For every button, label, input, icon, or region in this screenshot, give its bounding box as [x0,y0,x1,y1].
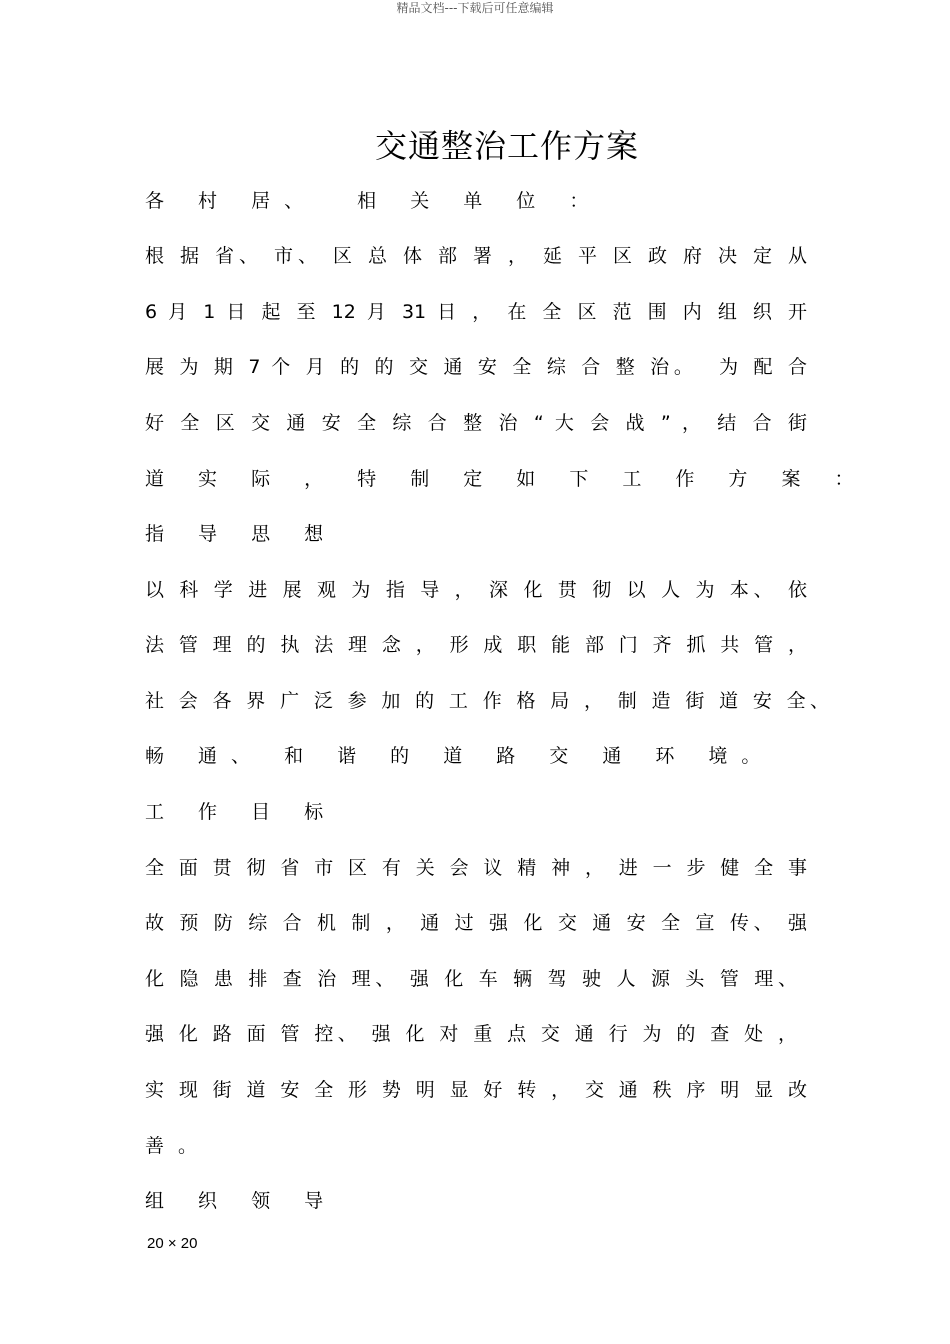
paragraph-line: 以 科 学 进 展 观 为 指 导 ， 深 化 贯 彻 以 人 为 本、 依 [145,579,807,601]
paragraph-line: 社 会 各 界 广 泛 参 加 的 工 作 格 局 ， 制 造 街 道 安 全、 [145,690,829,712]
paragraph-line: 善。 [145,1135,212,1157]
paragraph-line: 根 据 省、 市、 区 总 体 部 署 ， 延 平 区 政 府 决 定 从 [145,245,807,267]
salutation-line: 各 村 居、 相 关 单 位 ： [145,190,603,212]
document-title: 交通整治工作方案 [375,127,640,165]
section-heading: 组 织 领 导 [145,1190,338,1212]
section-heading: 指 导 思 想 [145,523,338,545]
paragraph-line: 强 化 路 面 管 控、 强 化 对 重 点 交 通 行 为 的 查 处 ， [145,1023,797,1045]
paragraph-line: 化 隐 患 排 查 治 理、 强 化 车 辆 驾 驶 人 源 头 管 理、 [145,968,797,990]
paragraph-line: 法 管 理 的 执 法 理 念 ， 形 成 职 能 部 门 齐 抓 共 管 ， [145,634,807,656]
page-header: 精品文档---下载后可任意编辑 [396,1,554,15]
paragraph-line: 畅 通、 和 谐 的 道 路 交 通 环 境。 [145,745,775,767]
paragraph-line: 故 预 防 综 合 机 制 ， 通 过 强 化 交 通 安 全 宣 传、 强 [145,912,807,934]
paragraph-line: 道 实 际 ， 特 制 定 如 下 工 作 方 案 ： [145,468,868,490]
section-heading: 工 作 目 标 [145,801,338,823]
paragraph-line: 好 全 区 交 通 安 全 综 合 整 治 “ 大 会 战 ” ， 结 合 街 [145,412,807,434]
paragraph-line: 实 现 街 道 安 全 形 势 明 显 好 转 ， 交 通 秩 序 明 显 改 [145,1079,807,1101]
paragraph-line: 6 月 1 日 起 至 12 月 31 日 ， 在 全 区 范 围 内 组 织 开 [145,301,807,323]
paragraph-line: 全 面 贯 彻 省 市 区 有 关 会 议 精 神 ， 进 一 步 健 全 事 [145,857,807,879]
paragraph-line: 展 为 期 7 个 月 的 的 交 通 安 全 综 合 整 治。 为 配 合 [145,356,807,378]
page-footer: 20 × 20 [147,1235,198,1252]
